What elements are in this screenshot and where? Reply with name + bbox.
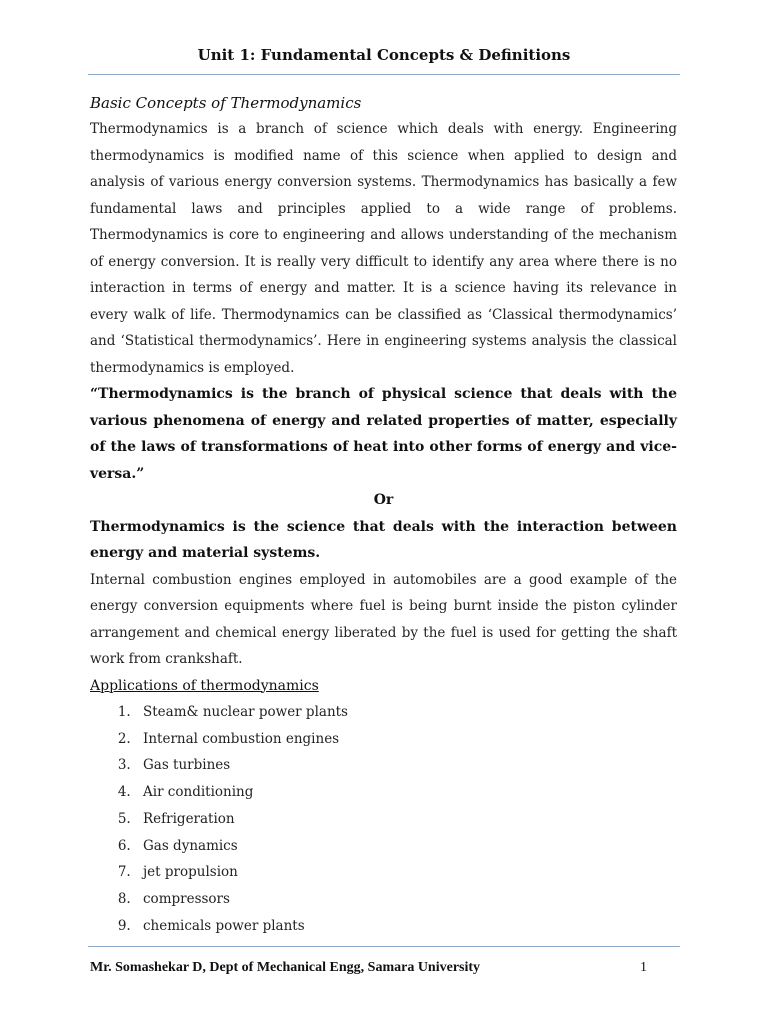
section-heading: Basic Concepts of Thermodynamics <box>90 94 362 112</box>
applications-heading: Applications of thermodynamics <box>90 677 319 694</box>
footer-divider <box>88 946 680 947</box>
definition-alternate: Thermodynamics is the science that deals with the interaction between energy and material systems. <box>90 518 677 561</box>
header-divider <box>88 74 680 75</box>
document-body <box>90 90 677 939</box>
list-item: 9. chemicals power plants <box>135 913 677 940</box>
definition-quote: “Thermodynamics is the branch of physical science that deals with the various phenomena of energy and related properties of matter, especially of the laws of transformations of heat into other forms of energy and vice-versa.” <box>90 386 677 482</box>
list-item: 7. jet propulsion <box>135 859 677 886</box>
intro-paragraph: Thermodynamics is a branch of science which deals with energy. Engineering thermodynamics is modified name of this science when applied to design and analysis of various energy conversion systems. Thermodynamics has basically a few fundamental laws and principles applied to a wide range of problems. Thermodynamics is core to engineering and allows understanding of the mechanism of energy conversion. It is really very difficult to identify any area where there is no interaction in terms of energy and matter. It is a science having its relevance in every walk of life. Thermodynamics can be classified as ‘Classical thermodynamics’ and ‘Statistical thermodynamics’. Here in engineering systems analysis the classical thermodynamics is employed. <box>90 121 677 376</box>
footer-author: Mr. Somashekar D, Dept of Mechanical Engg, Samara University <box>90 960 481 975</box>
page-number: 1 <box>640 960 647 975</box>
or-separator: Or <box>373 492 394 508</box>
list-item: 2. Internal combustion engines <box>135 726 677 753</box>
list-item: 6. Gas dynamics <box>135 833 677 860</box>
list-item: 8. compressors <box>135 886 677 913</box>
applications-list <box>90 699 677 939</box>
list-item: 3. Gas turbines <box>135 752 677 779</box>
list-item: 1. Steam& nuclear power plants <box>135 699 677 726</box>
example-paragraph: Internal combustion engines employed in automobiles are a good example of the energy conversion equipments where fuel is being burnt inside the piston cylinder arrangement and chemical energy liberated by the fuel is used for getting the shaft work from crankshaft. <box>90 571 677 667</box>
list-item: 5. Refrigeration <box>135 806 677 833</box>
list-item: 4. Air conditioning <box>135 779 677 806</box>
page-header-title: Unit 1: Fundamental Concepts & Definitions <box>197 46 571 64</box>
